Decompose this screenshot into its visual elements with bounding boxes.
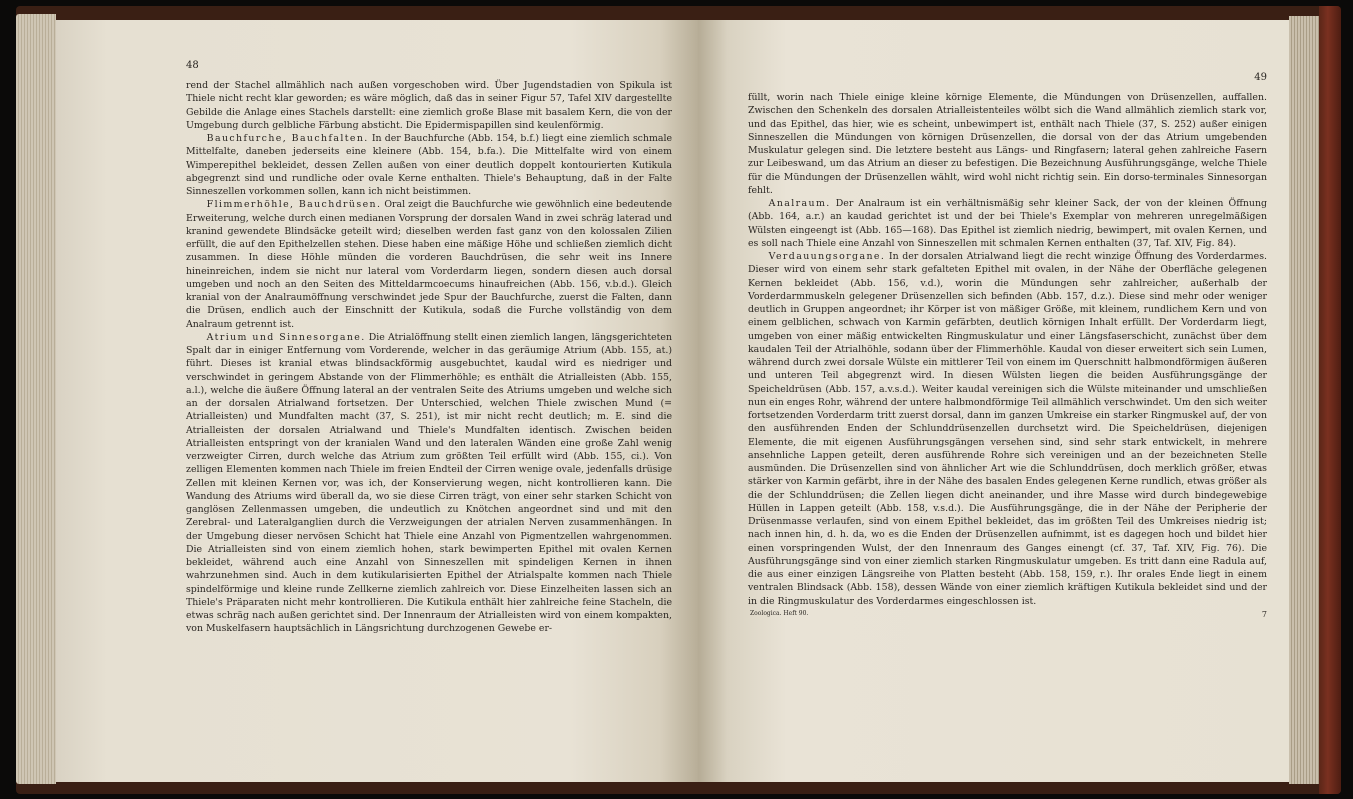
section-heading: Bauchfurche, Bauchfalten. — [206, 133, 369, 144]
paragraph-text: füllt, worin nach Thiele einige kleine körnige Elemente, die Mündungen von Drüsenzellen, auffallen. Zwischen den Schenkeln des dorsalen Atrialleistenteiles wölbt sich die Wand allmählich ziemlich stark vor, und das Epithel, das hier, wie es scheint, unbewimpert ist, enthält nach Thiele (37, S. 252) außer einigen Sinneszellen die Mündungen von körnigen Drüsenzellen, die dorsal von der das Atrium umgebenden Muskulatur gelegen sind. Die letztere besteht aus Längs- und Ringfasern; lateral gehen zahlreiche Fasern zur Leibeswand, um das Atrium an dieser zu befestigen. Die Bezeichnung Ausführungsgänge, welche Thiele für die Mündungen der Drüsenzellen wählt, wird wohl nicht richtig sein. Ein dorso-terminales Sinnesorgan fehlt. — [748, 92, 1267, 196]
paragraph — [748, 250, 1267, 608]
section-heading: Atrium und Sinnesorgane. — [206, 331, 366, 343]
paragraph-text: In der Bauchfurche (Abb. 154, b.f.) liegt eine ziemlich schmale Mittelfalte, daneben jederseits eine kleinere (Abb. 154, b.fa.). Die Mittelfalte wird von einem Wimperepithel bekleidet, dessen Zellen außen von einer deutlich doppelt kontourierten Kutikula abgegrenzt sind und rundliche oder ovale Kerne enthalten. Thiele's Behauptung, daß in der Falte Sinneszellen vorkommen sollen, kann ich nicht beistimmen. — [186, 133, 672, 197]
paragraph — [748, 91, 1267, 197]
left-page-text — [186, 79, 672, 636]
open-book — [16, 6, 1341, 794]
page-number-right: 49 — [1254, 72, 1267, 83]
paragraph-text: Die Atrialöffnung stellt einen ziemlich langen, längsgerichteten Spalt dar in einiger Entfernung vom Vorderende, welcher in das geräumige Atrium (Abb. 155, at.) führt. Dieses ist kranial etwas blindsackförmig ausgebuchtet, kaudal wird es niedriger und verschwindet in geringem Abstande von der Flimmerhöhle; es enthält die Atrialleisten (Abb. 155, a.l.), welche die äußere Öffnung lateral an der ventralen Seite des Atriums umgeben und welche sich an der dorsalen Atrialwand fortsetzen. Der Unterschied, welchen Thiele zwischen Mund (= Atrialleisten) und Mundfalten macht (37, S. 251), ist mir nicht recht deutlich; m. E. sind die Atrialleisten der dorsalen Atrialwand und Thiele's Mundfalten identisch. Zwischen beiden Atrialleisten entspringt von der kranialen Wand und den lateralen Wänden eine große Zahl wenig verzweigter Cirren, durch welche das Atrium zum größten Teil erfüllt wird (Abb. 155, ci.). Von zelligen Elementen kommen nach Thiele im freien Endteil der Cirren wenige ovale, jedenfalls drüsige Zellen mit kleinen Kernen vor, was ich, der Konservierung wegen, nicht kontrollieren kann. Die Wandung des Atriums wird überall da, wo sie diese Cirren trägt, von einer sehr starken Schicht von ganglösen Zellenmassen umgeben, die undeutlich zu Knötchen angeordnet sind und mit den Zerebral- und Lateralganglien durch die Verzweigungen der atrialen Nerven zusammenhängen. In der Umgebung dieser nervösen Schicht hat Thiele eine Anzahl von Pigmentzellen wahrgenommen. Die Atrialleisten sind von einem ziemlich hohen, stark bewimperten Epithel mit ovalen Kernen bekleidet, während auch eine Anzahl von Sinneszellen mit spindeligen Kernen in ihnen wahrzunehmen sind. Auch in dem kutikularisierten Epithel der Atrialspalte kommen nach Thiele spindelförmige und kleine runde Zellkerne ziemlich zahlreich vor. Diese Einzelheiten lassen sich an Thiele's Präparaten nicht mehr kontrollieren. Die Kutikula enthält hier zahlreiche feine Stacheln, die etwas schräg nach außen gerichtet sind. Der Innenraum der Atrialleisten wird von einem kompakten, von Muskelfasern hauptsächlich in Längsrichtung durchzogenen Gewebe er- — [186, 331, 672, 635]
paragraph-text: rend der Stachel allmählich nach außen vorgeschoben wird. Über Jugendstadien von Spikula ist Thiele nicht recht klar geworden; es wäre möglich, daß das in seiner Figur 57, Tafel XIV dargestellte Gebilde die Anlage eines Stachels darstellt: eine ziemlich große Blase mit basalem Kern, die von der Umgebung durch gelbliche Färbung absticht. Die Epidermispapillen sind keulenförmig. — [186, 80, 672, 131]
paragraph-text: Der Analraum ist ein verhältnismäßig sehr kleiner Sack, der von der kleinen Öffnung (Abb. 164, a.r.) an kaudad gerichtet ist und der bei Thiele's Exemplar von mehreren unregelmäßigen Wülsten eingeengt ist (Abb. 165—168). Das Epithel ist ziemlich niedrig, bewimpert, mit ovalen Kernen, und es soll nach Thiele eine Anzahl von Sinneszellen mit schmalen Kernen enthalten (37, Taf. XIV, Fig. 84). — [748, 198, 1267, 249]
section-heading: Flimmerhöhle, Bauchdrüsen. — [206, 199, 382, 211]
paragraph — [186, 331, 672, 636]
series-signature: Zoologica. Heft 90. — [750, 609, 809, 617]
paragraph — [186, 132, 672, 198]
right-page-stack-edge — [1289, 16, 1319, 784]
left-page-stack-edge — [16, 14, 56, 784]
section-heading: Analraum. — [768, 198, 831, 209]
right-page — [698, 20, 1289, 782]
left-page — [56, 20, 698, 782]
right-page-text — [748, 91, 1267, 608]
paragraph-text: Oral zeigt die Bauchfurche wie gewöhnlich eine bedeutende Erweiterung, welche durch einen medianen Vorsprung der dorsalen Wand in zwei schräg laterad und kranind gewendete Blindsäcke geteilt wird; dieselben werden fast ganz von den kolossalen Zilien erfüllt, die auf den Epithelzellen stehen. Diese haben eine mäßige Höhe und schließen ziemlich dicht zusammen. In diese Höhle münden die vorderen Bauchdrüsen, die sehr weit ins Innere hineinreichen, indem sie nicht nur lateral vom Vorderdarm liegen, sondern diesen auch dorsal umgeben und noch an den Seiten des Mitteldarmcoecums hinaufreichen (Abb. 156, v.b.d.). Gleich kranial von der Analraumöffnung verschwindet jede Spur der Bauchfurche, zuerst die Falten, dann die Drüsen, endlich auch der Einschnitt der Kutikula, sodaß die Furche vollständig von dem Analraum getrennt ist. — [186, 199, 673, 330]
page-footer — [748, 610, 1267, 619]
page-number-left: 48 — [186, 60, 199, 71]
paragraph — [186, 79, 672, 132]
book-cover-edge — [1319, 6, 1341, 794]
sheet-number: 7 — [1261, 609, 1267, 619]
paragraph — [748, 197, 1267, 250]
section-heading: Verdauungsorgane. — [768, 251, 886, 262]
paragraph — [186, 198, 672, 331]
paragraph-text: In der dorsalen Atrialwand liegt die recht winzige Öffnung des Vorderdarmes. Dieser wird von einem sehr stark gefalteten Epithel mit ovalen, in der Nähe der Oberfläche gelegenen Kernen bekleidet (Abb. 156, v.d.), worin die Mündungen sehr zahlreicher, außerhalb der Vorderdarmmuskeln gelegener Drüsenzellen sich befinden (Abb. 157, d.z.). Diese sind mehr oder weniger deutlich in Gruppen angeordnet; ihr Körper ist von mäßiger Größe, mit kleinem, rundlichem Kern und von einem gelblichen, schwach von Karmin gefärbten, deutlich körnigen Inhalt erfüllt. Der Vorderdarm liegt, umgeben von einer mäßig entwickelten Ringmuskulatur und einer Längsfaserschicht, zunächst über dem kaudalen Teil der Atrialhöhle, sodann über der Flimmerhöhle. Kaudal von dieser erweitert sich sein Lumen, während durch zwei dorsale Wülste ein mittlerer Teil von einem im Querschnitt halbmondförmigen äußeren und unteren Teil abgegrenzt wird. In diesen Wülsten liegen die beiden Ausführungsgänge der Speicheldrüsen (Abb. 157, a.v.s.d.). Weiter kaudal vereinigen sich die Wülste miteinander und umschließen nun ein enges Rohr, während der untere halbmondförmige Teil allmählich verschwindet. Um den sich weiter fortsetzenden Vorderdarm tritt zuerst dorsal, dann im ganzen Umkreise ein starker Ringmuskel auf, der von den ausführenden Enden der Schlunddrüsenzellen durchsetzt wird. Die Speicheldrüsen, diejenigen Elemente, die mit eigenen Ausführungsgängen versehen sind, sind sehr stark entwickelt, in mehrere ansehnliche Lappen geteilt, deren ausführende Rohre sich vereinigen und an der bezeichneten Stelle ausmünden. Die Drüsenzellen sind von ähnlicher Art wie die Schlunddrüsen, doch merklich größer, etwas stärker von Karmin gefärbt, ihre in der Nähe des basalen Endes gelegenen Kerne rundlich, etwas größer als die der Schlunddrüsen; die Zellen liegen dicht aneinander, und ihre Masse wird durch bindegewebige Hüllen in Lappen geteilt (Abb. 158, v.s.d.). Die Ausführungsgänge, die in der Nähe der Peripherie der Drüsenmasse verlaufen, sind von einem Epithel bekleidet, das im größten Teil des Umkreises niedrig ist; nach innen hin, d. h. da, wo es die Enden der Drüsenzellen aufnimmt, ist es dagegen hoch und bildet hier einen vorspringenden Wulst, der den Innenraum des Ganges einengt (cf. 37, Taf. XIV, Fig. 76). Die Ausführungsgänge sind von einer ziemlich starken Ringmuskulatur umgeben. Es tritt dann eine Radula auf, die aus einer einzigen Längsreihe von Platten besteht (Abb. 158, 159, r.). Ihr orales Ende liegt in einem ventralen Blindsack (Abb. 158), dessen Wände von einer ziemlich kräftigen Kutikula bekleidet sind und der in die Ringmuskulatur des Vorderdarmes eingeschlossen ist. — [748, 251, 1267, 607]
